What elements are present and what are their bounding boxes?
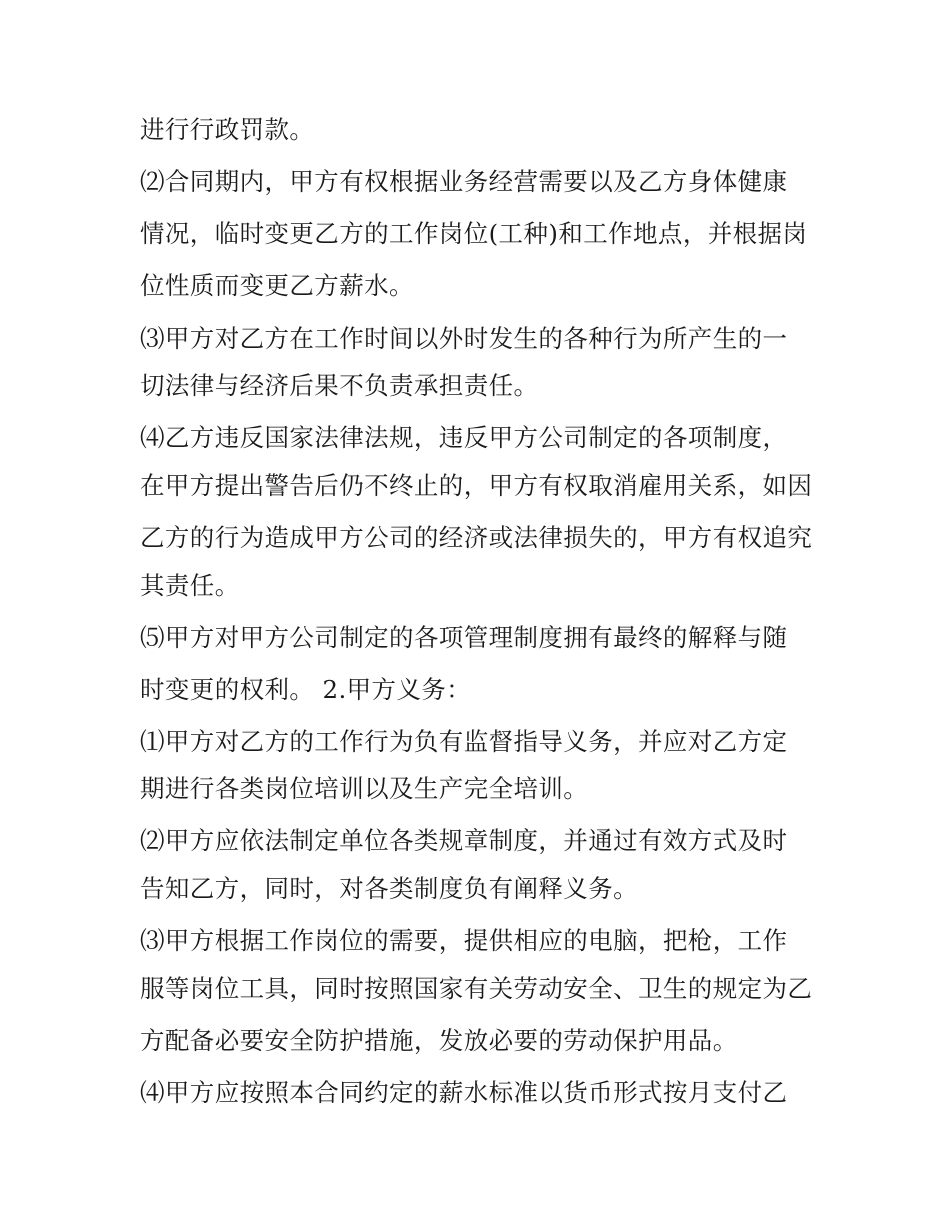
text-line: ⑵合同期内，甲方有权根据业务经营需要以及乙方身体健康: [140, 167, 788, 196]
text-line: 方配备必要安全防护措施，发放必要的劳动保护用品。: [140, 1026, 738, 1055]
text-line: ⑵甲方应依法制定单位各类规章制度，并通过有效方式及时: [140, 826, 788, 855]
text-line: 时变更的权利。 2.甲方义务：: [140, 675, 472, 704]
text-line: ⑷甲方应按照本合同约定的薪水标准以货币形式按月支付乙: [140, 1078, 788, 1107]
text-line: 情况，临时变更乙方的工作岗位(工种)和工作地点，并根据岗: [140, 219, 808, 248]
text-line: 位性质而变更乙方薪水。: [140, 271, 414, 300]
text-line: 其责任。: [140, 571, 240, 600]
text-line: 切法律与经济后果不负责承担责任。: [140, 371, 539, 400]
text-line: ⑶甲方对乙方在工作时间以外时发生的各种行为所产生的一: [140, 324, 788, 353]
text-line: ⑸甲方对甲方公司制定的各项管理制度拥有最终的解释与随: [140, 623, 788, 652]
text-line: 在甲方提出警告后仍不终止的，甲方有权取消雇用关系，如因: [140, 471, 813, 500]
text-line: 服等岗位工具，同时按照国家有关劳动安全、卫生的规定为乙: [140, 974, 813, 1003]
text-line: 期进行各类岗位培训以及生产完全培训。: [140, 774, 589, 803]
text-line: 告知乙方，同时，对各类制度负有阐释义务。: [140, 874, 638, 903]
text-line: ⑴甲方对乙方的工作行为负有监督指导义务，并应对乙方定: [140, 727, 788, 756]
text-line: ⑶甲方根据工作岗位的需要，提供相应的电脑，把枪，工作: [140, 926, 788, 955]
text-line: 进行行政罚款。: [140, 115, 315, 144]
text-line: ⑷乙方违反国家法律法规，违反甲方公司制定的各项制度，: [140, 423, 788, 452]
text-line: 乙方的行为造成甲方公司的经济或法律损失的，甲方有权追究: [140, 523, 813, 552]
